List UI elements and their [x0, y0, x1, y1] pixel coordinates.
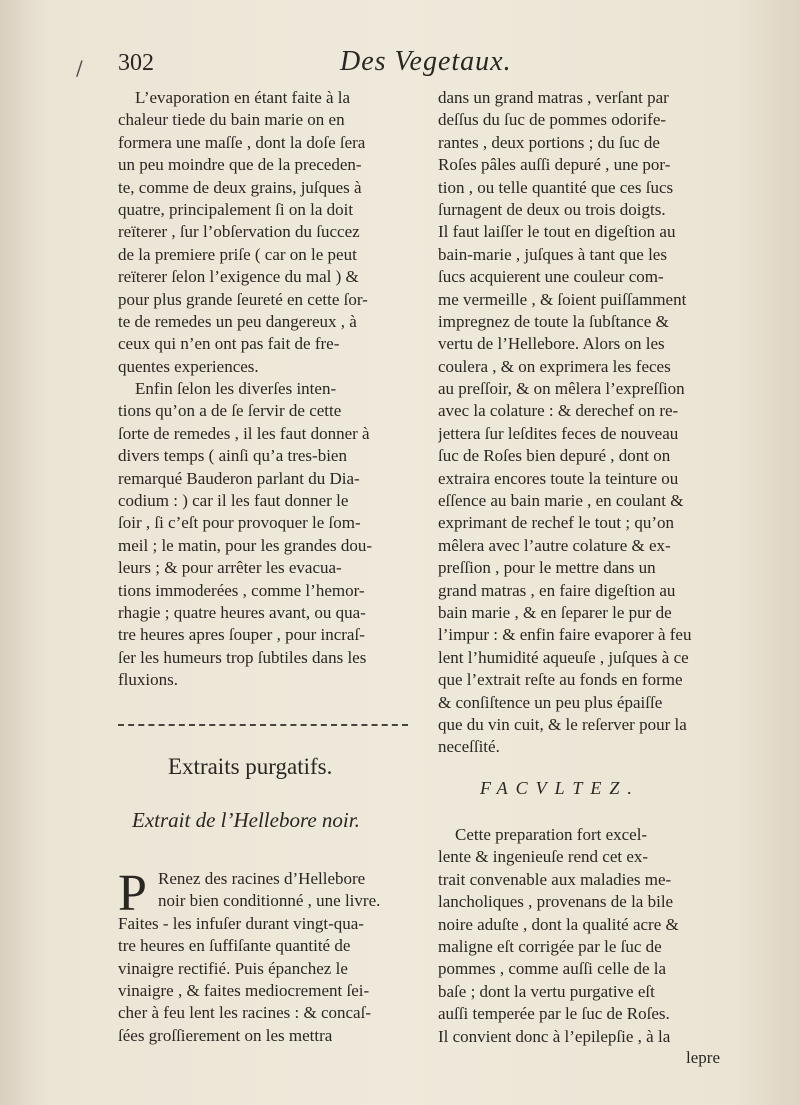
text-line: te, comme de deux grains, juſques à: [118, 177, 362, 197]
text-line: lente & ingenieuſe rend cet ex-: [438, 847, 649, 867]
text-line: rantes , deux portions ; du ſuc de: [438, 132, 660, 152]
text-line: exprimant de rechef le tout ; qu’on: [438, 513, 675, 533]
text-line: jettera ſur leſdites feces de nouveau: [438, 423, 679, 443]
text-line: noire aduſte , dont la qualité acre &: [438, 914, 679, 934]
text-line: formera une maſſe , dont la doſe ſera: [118, 132, 366, 152]
section-title: Extraits purgatifs.: [168, 754, 333, 779]
text-line: ſoir , ſi c’eſt pour provoquer le ſom-: [118, 513, 361, 533]
text-line: preſſion , pour le mettre dans un: [438, 558, 656, 578]
catchword: [438, 1048, 720, 1068]
text-line: baſe ; dont la vertu purgative eſt: [438, 981, 655, 1001]
text-line: maligne eſt corrigée par le ſuc de: [438, 936, 662, 956]
text-line: au preſſoir, & on mêlera l’expreſſion: [438, 379, 685, 399]
text-line: ſurnagent de deux ou trois doigts.: [438, 199, 666, 219]
text-line: leurs ; & pour arrêter les evacua-: [118, 558, 342, 578]
text-line: l’impur : & enfin faire evaporer à feu: [438, 625, 692, 645]
text-line: tre heures en ſuffiſante quantité de: [118, 936, 351, 956]
text-line: grand matras , en faire digeſtion au: [438, 580, 676, 600]
text-line: impregnez de toute la ſubſtance &: [438, 311, 669, 331]
text-line: lancholiques , provenans de la bile: [438, 892, 674, 912]
text-line: Il convient donc à l’epilepſie , à la: [438, 1026, 671, 1046]
sub-title: Extrait de l’Hellebore noir.: [132, 808, 360, 832]
text-line: ſées groſſierement on les mettra: [118, 1025, 333, 1045]
text-line: quatre, principalement ſi on la doit: [118, 199, 354, 219]
catchword-text: lepre: [686, 1048, 720, 1067]
text-line: te de remedes un peu dangereux , à: [118, 311, 357, 331]
text-line: mêlera avec l’autre colature & ex-: [438, 535, 671, 555]
text-line: pour plus grande ſeureté en cette ſor-: [118, 289, 368, 309]
text-line: eſſence au bain marie , en coulant &: [438, 491, 684, 511]
text-line: fluxions.: [118, 670, 178, 690]
text-line: chaleur tiede du bain marie on en: [118, 110, 345, 130]
text-line: deſſus du ſuc de pommes odorife-: [438, 110, 667, 130]
left-column-top: [118, 87, 418, 692]
text-line: bain marie , & en ſeparer le pur de: [438, 602, 672, 622]
text-line: vertu de l’Hellebore. Alors on les: [438, 334, 665, 354]
text-line: pommes , comme auſſi celle de la: [438, 959, 667, 979]
text-line: avec la colature : & derechef on re-: [438, 401, 679, 421]
text-line: tion , ou telle quantité que ces ſucs: [438, 177, 674, 197]
text-line: auſſi temperée par le ſuc de Roſes.: [438, 1004, 670, 1024]
text-line: ſer les humeurs trop ſubtiles dans les: [118, 647, 367, 667]
text-line: ſorte de remedes , il les faut donner à: [118, 423, 370, 443]
text-line: lent l’humidité aqueuſe , juſques à ce: [438, 647, 689, 667]
text-line: ſucs acquierent une couleur com-: [438, 267, 664, 287]
drop-cap: P: [118, 865, 147, 922]
text-line: dans un grand matras , verſant par: [438, 88, 669, 107]
text-line: Enfin ſelon les diverſes inten-: [118, 379, 337, 399]
section-divider: [118, 724, 408, 726]
text-line: ſuc de Roſes bien depuré , dont on: [438, 446, 671, 466]
text-line: de la premiere priſe ( car on le peut: [118, 244, 357, 264]
text-line: trait convenable aux maladies me-: [438, 869, 672, 889]
text-line: extraira encores toute la teinture ou: [438, 468, 679, 488]
text-line: que du vin cuit, & le reſerver pour la: [438, 714, 687, 734]
text-line: Il faut laiſſer le tout en digeſtion au: [438, 222, 676, 242]
running-head: Des Vegetaux.: [340, 46, 512, 77]
text-line: cher à feu lent les racines : & concaſ-: [118, 1003, 371, 1023]
page-header: [0, 46, 800, 86]
text-line: noir bien conditionné , une livre.: [158, 891, 381, 911]
text-line: tions immoderées , comme l’hemor-: [118, 580, 365, 600]
text-line: Cette preparation fort excel-: [438, 825, 648, 844]
text-line: Roſes pâles auſſi depuré , une por-: [438, 155, 671, 175]
text-line: tions qu’on a de ſe ſervir de cette: [118, 401, 342, 421]
text-line: divers temps ( ainſi qu’a tres-bien: [118, 446, 347, 466]
margin-mark: /: [76, 56, 83, 80]
text-line: un peu moindre que de la preceden-: [118, 155, 362, 175]
text-line: neceſſité.: [438, 737, 500, 757]
text-line: Renez des racines d’Hellebore: [158, 869, 366, 888]
text-line: ceux qui n’en ont pas fait de fre-: [118, 334, 340, 354]
text-line: remarqué Bauderon parlant du Dia-: [118, 468, 360, 488]
text-line: tre heures apres ſouper , pour incraſ-: [118, 625, 365, 645]
text-line: L’evaporation en étant faite à la: [118, 88, 351, 107]
text-line: vinaigre rectifié. Puis épanchez le: [118, 958, 348, 978]
text-line: & conſiſtence un peu plus épaiſſe: [438, 692, 663, 712]
text-line: meil ; le matin, pour les grandes dou-: [118, 535, 372, 555]
facultez-heading: FACVLTEZ.: [480, 778, 640, 798]
text-line: me vermeille , & ſoient puiſſamment: [438, 289, 687, 309]
text-line: bain-marie , juſques à tant que les: [438, 244, 667, 264]
text-line: que l’extrait reſte au fonds en forme: [438, 670, 683, 690]
text-line: reïterer , ſur l’obſervation du ſuccez: [118, 222, 360, 242]
text-line: coulera , & on exprimera les feces: [438, 356, 671, 376]
text-line: rhagie ; quatre heures avant, ou qua-: [118, 602, 366, 622]
left-column-bottom: [118, 865, 418, 1047]
text-line: quentes experiences.: [118, 356, 259, 376]
page-number: 302: [118, 50, 154, 76]
text-line: Faites - les infuſer durant vingt-qua-: [118, 913, 364, 933]
text-line: vinaigre , & faites mediocrement ſei-: [118, 980, 370, 1000]
right-column-bottom: [438, 824, 738, 1048]
text-line: codium : ) car il les faut donner le: [118, 491, 349, 511]
right-column-top: [438, 87, 738, 759]
text-line: reïterer ſelon l’exigence du mal ) &: [118, 267, 359, 287]
